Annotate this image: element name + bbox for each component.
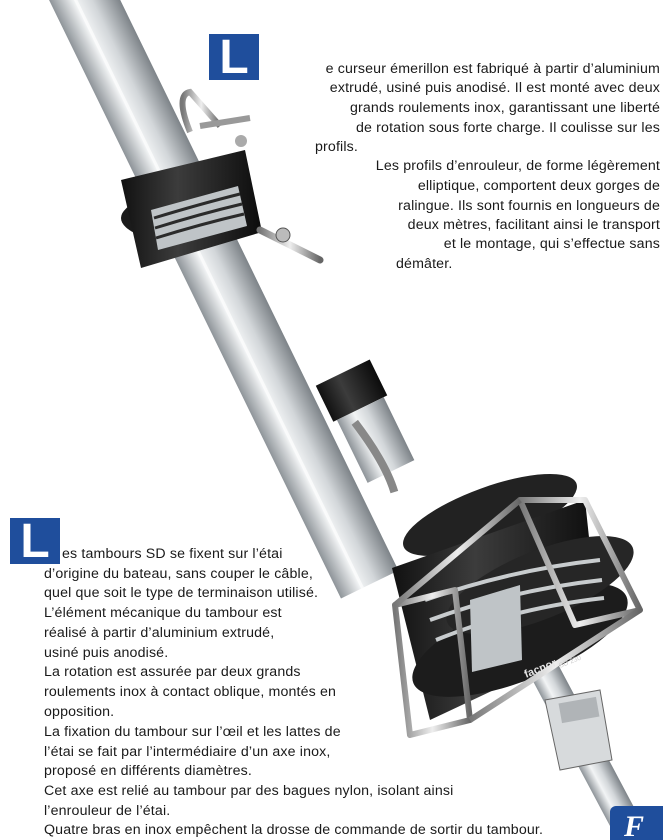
- text-line: L’élément mécanique du tambour est: [44, 605, 282, 621]
- dropcap-first: L: [209, 34, 259, 80]
- text-line: et le montage, qui s’effectue sans: [443, 236, 660, 252]
- drum-model-label: SD 230: [558, 654, 583, 670]
- text-line: elliptique, comportent deux gorges de: [417, 178, 660, 194]
- language-tab-letter: F: [624, 810, 645, 840]
- text-line: Les profils d’enrouleur, de forme légèrement: [375, 158, 660, 174]
- text-line: grands roulements inox, garantissant une liberté: [349, 100, 660, 116]
- text-line: de rotation sous forte charge. Il coulisse sur les: [355, 120, 660, 136]
- text-line: opposition.: [44, 704, 115, 720]
- text-line: Quatre bras en inox empêchent la drosse de commande de sortir du tambour.: [44, 822, 544, 838]
- text-line: ralingue. Ils sont fournis en longueurs de: [398, 198, 660, 214]
- text-line: l’enrouleur de l’étai.: [44, 803, 171, 819]
- drum-brand-label: facnor: [522, 657, 559, 681]
- text-line: roulements inox à contact oblique, montés en: [44, 684, 337, 700]
- text-line: La fixation du tambour sur l’œil et les lattes de: [44, 724, 341, 740]
- text-line: quel que soit le type de terminaison utilisé.: [44, 585, 319, 601]
- language-tab: [610, 806, 663, 840]
- text-line: e curseur émerillon est fabriqué à partir d’aluminium: [325, 61, 660, 77]
- text-line: démâter.: [396, 256, 453, 272]
- dropcap-second: L: [10, 518, 60, 564]
- text-line: Cet axe est relié au tambour par des bagues nylon, isolant ainsi: [44, 783, 454, 799]
- text-line: extrudé, usiné puis anodisé. Il est monté avec deux: [329, 80, 660, 96]
- text-line: l’étai se fait par l’intermédiaire d’un axe inox,: [44, 744, 331, 760]
- text-line: deux mètres, facilitant ainsi le transport: [407, 217, 660, 233]
- text-line: d’origine du bateau, sans couper le câble,: [44, 566, 313, 582]
- text-line: La rotation est assurée par deux grands: [44, 664, 301, 680]
- text-line: usiné puis anodisé.: [44, 645, 169, 661]
- text-line: réalisé à partir d’aluminium extrudé,: [44, 625, 275, 641]
- text-line: proposé en différents diamètres.: [44, 763, 253, 779]
- text-line: es tambours SD se fixent sur l’étai: [62, 546, 283, 562]
- text-line: profils.: [315, 139, 358, 155]
- furler-drum: [392, 457, 645, 770]
